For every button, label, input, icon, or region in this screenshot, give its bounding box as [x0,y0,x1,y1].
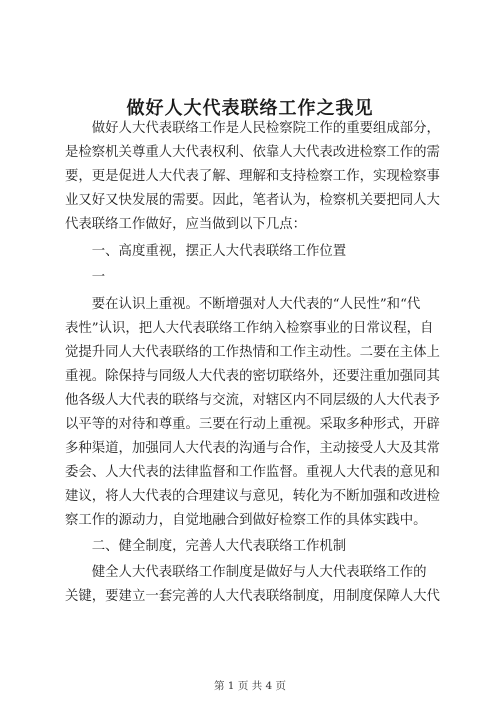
body-line-10: 觉提升同人大代表联络的工作热情和工作主动性。二要在主体上 [65,345,440,360]
body-line-4: 业又好又快发展的需要。因此，笔者认为，检察机关要把同人大 [65,193,440,208]
body-line-16: 建议，将人大代表的合理建议与意见，转化为不断加强和改进检 [65,489,440,504]
body-line-1: 做好人大代表联络工作是人民检察院工作的重要组成部分， [65,121,440,136]
body-line-15: 委会、人大代表的法律监督和工作监督。重视人大代表的意见和 [65,465,440,480]
body-line-3: 要，更是促进人大代表了解、理解和支持检察工作，实现检察事 [65,169,440,184]
body-line-13: 以平等的对待和尊重。三要在行动上重视。采取多种形式，开辟 [65,417,440,432]
body-line-9: 表性”认识，把人大代表联络工作纳入检察事业的日常议程，自 [65,321,434,336]
body-line-2: 是检察机关尊重人大代表权利、依靠人大代表改进检察工作的需 [65,145,440,160]
body-line-12: 他各级人大代表的联络与交流，对辖区内不同层级的人大代表予 [65,393,440,408]
section-heading-1: 一、高度重视，摆正人大代表联络工作位置 [65,244,347,259]
page-number: 第 1 页 共 4 页 [213,680,287,692]
body-line-14: 多种渠道，加强同人大代表的沟通与合作，主动接受人大及其常 [65,441,440,456]
body-line-5: 代表联络工作做好，应当做到以下几点： [65,217,307,232]
body-line-20: 关键，要建立一套完善的人大代表联络制度，用制度保障人大代 [65,589,440,604]
document-title: 做好人大代表联络工作之我见 [126,98,374,119]
body-line-19: 健全人大代表联络工作制度是做好与人大代表联络工作的 [65,565,427,580]
body-line-11: 重视。除保持与同级人大代表的密切联络外，还要注重加强同其 [65,369,440,384]
body-line-17: 察工作的源动力，自觉地融合到做好检察工作的具体实践中。 [65,513,427,528]
body-line-8: 要在认识上重视。不断增强对人大代表的“人民性”和“代 [65,297,421,312]
body-line-7: 一 [65,270,106,285]
section-heading-2: 二、健全制度，完善人大代表联络工作机制 [65,539,347,554]
